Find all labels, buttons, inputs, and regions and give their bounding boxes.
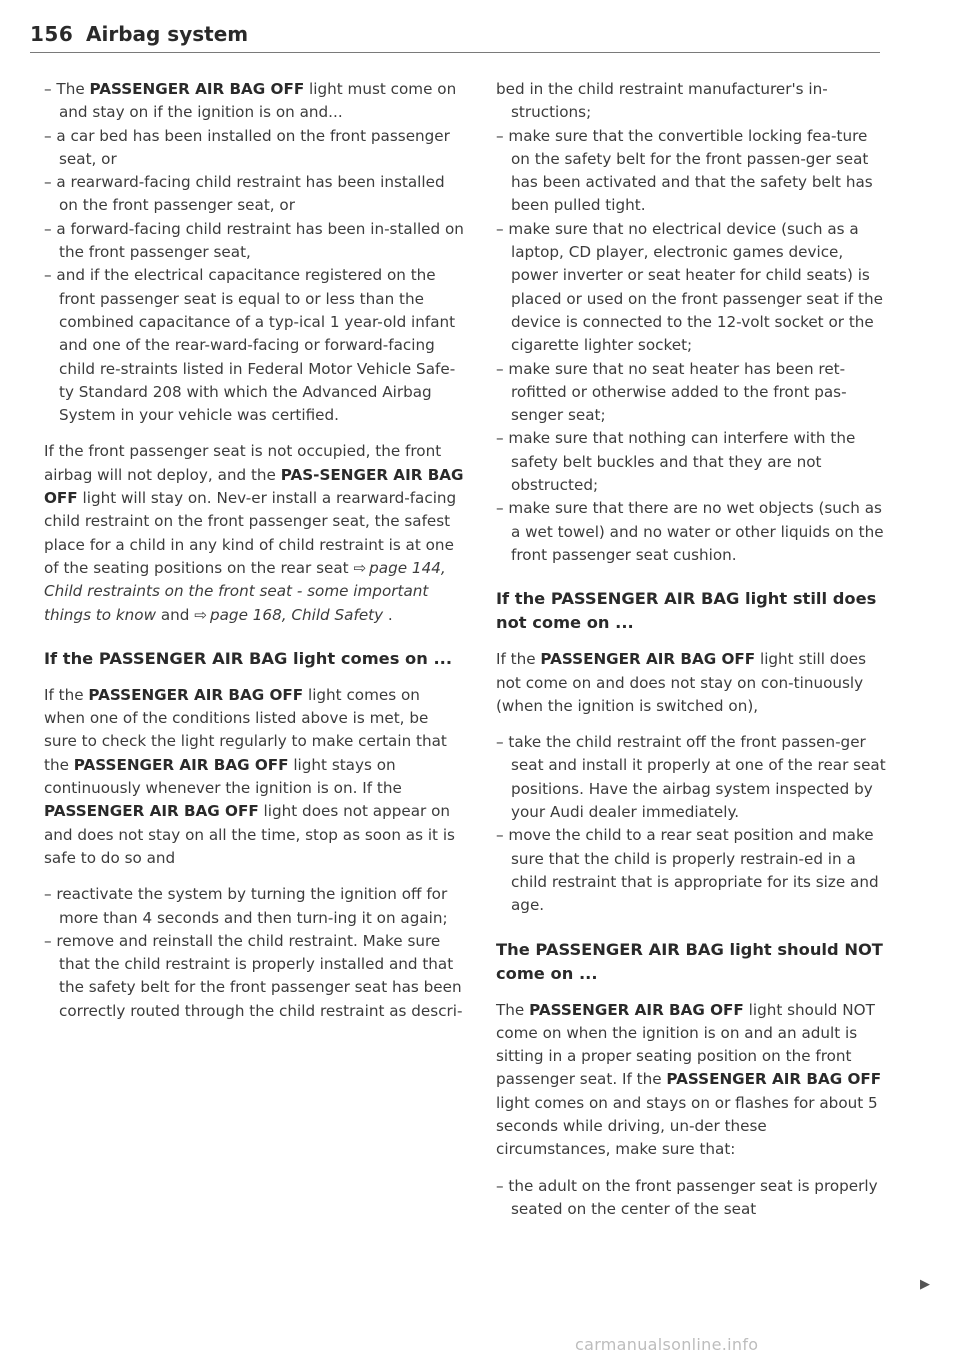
list-item: – make sure that nothing can interfere with the safety belt buckles and that they are not obstructed;	[496, 429, 856, 495]
left-column	[44, 78, 464, 1036]
paragraph: If the PASSENGER AIR BAG OFF light still does not come on and does not stay on con-tinuously (when the ignition is switched on),	[496, 650, 866, 715]
action-list	[44, 883, 464, 1023]
action-list	[496, 731, 886, 917]
list-item: – a rearward-facing child restraint has been installed on the front passenger seat, or	[44, 173, 445, 215]
watermark: carmanualsonline.info	[575, 1335, 759, 1354]
list-item: – make sure that no seat heater has been ret-rofitted or otherwise added to the front pas-senger seat;	[496, 359, 847, 425]
list-item: – take the child restraint off the front passen-ger seat and install it properly at one of the rear seat positions. Have the airbag system inspected by your Audi dealer immediately.	[496, 733, 886, 822]
arrow-right-icon: ⇨	[194, 605, 207, 624]
arrow-right-icon: ⇨	[353, 558, 367, 577]
section-heading: The PASSENGER AIR BAG light should NOT come on ...	[496, 939, 883, 983]
xref-link-page-168[interactable]: ⇨ page 168, Child Safety	[194, 606, 383, 624]
paragraph: The PASSENGER AIR BAG OFF light should NOT come on when the ignition is on and an adult is sitting in a proper seating position on the front passenger seat. If the PASSENGER AIR BAG OFF light comes on and stays on or flashes for about 5 seconds while driving, un-der these circumstances, make sure that:	[496, 1000, 882, 1159]
continue-arrow-icon: ▶	[920, 1277, 930, 1292]
condition-list	[44, 78, 464, 427]
right-column	[496, 78, 886, 1234]
list-item: – The PASSENGER AIR BAG OFF light must come on and stay on if the ignition is on and...	[44, 80, 457, 122]
list-item: – make sure that no electrical device (such as a laptop, CD player, electronic games device, power inverter or seat heater for child seats) is placed or used on the front passenger seat if the device is connected to the 12-volt socket or the cigarette lighter socket;	[496, 219, 883, 355]
list-item: – move the child to a rear seat position and make sure that the child is properly restrain-ed in a child restraint that is appropriate for its size and age.	[496, 826, 879, 915]
list-item: – make sure that the convertible locking fea-ture on the safety belt for the front passen-ger seat has been activated and that the safety belt has been pulled tight.	[496, 126, 873, 215]
page-number: 156	[30, 22, 74, 46]
list-item: – and if the electrical capacitance registered on the front passenger seat is equal to or less than the combined capacitance of a typ-ical 1 year-old infant and one of the rear-ward-facing or forward-facing child re-straints listed in Federal Motor Vehicle Safe-ty Standard 208 with which the Advanced Airbag System in your vehicle was certified.	[44, 266, 456, 425]
page-header	[30, 22, 880, 53]
section-heading: If the PASSENGER AIR BAG light comes on ...	[44, 648, 453, 668]
section-heading: If the PASSENGER AIR BAG light still does not come on ...	[496, 589, 877, 633]
xref-link-page-144[interactable]: ⇨ page 144, Child restraints on the front seat - some important things to know	[44, 558, 446, 624]
paragraph: If the PASSENGER AIR BAG OFF light comes on when one of the conditions listed above is met, be sure to check the light regularly to make certain that the PASSENGER AIR BAG OFF light stays on continuously whenever the ignition is on. If the PASSENGER AIR BAG OFF light does not appear on and does not stay on all the time, stop as soon as it is safe to do so and	[44, 685, 455, 867]
list-item: – the adult on the front passenger seat is properly seated on the center of the seat	[496, 1176, 878, 1218]
list-item: – reactivate the system by turning the ignition off for more than 4 seconds and then turn-ing it on again;	[44, 885, 448, 927]
list-item: – make sure that there are no wet objects (such as a wet towel) and no water or other liquids on the front passenger seat cushion.	[496, 499, 884, 564]
check-list	[496, 1175, 886, 1222]
list-item: bed in the child restraint manufacturer's in-structions;	[496, 80, 828, 122]
list-item: – a car bed has been installed on the front passenger seat, or	[44, 126, 450, 168]
list-item: – a forward-facing child restraint has been in-stalled on the front passenger seat,	[44, 219, 464, 262]
action-list-continued	[496, 78, 886, 567]
page-title: Airbag system	[86, 22, 249, 46]
paragraph: If the front passenger seat is not occupied, the front airbag will not deploy, and the PAS-SENGER AIR BAG OFF light will stay on. Nev-er install a rearward-facing child restraint on the front passenger seat, the safest place for a child in any kind of child restraint is at one of the seating positions on the rear seat ⇨ page 144, Child restraints on the front seat - some important things to know and ⇨ page 168, Child Safety .	[44, 440, 464, 626]
list-item: – remove and reinstall the child restraint. Make sure that the child restraint is properly installed and that the safety belt for the front passenger seat has been correctly routed through the child restraint as descri-	[44, 931, 463, 1020]
